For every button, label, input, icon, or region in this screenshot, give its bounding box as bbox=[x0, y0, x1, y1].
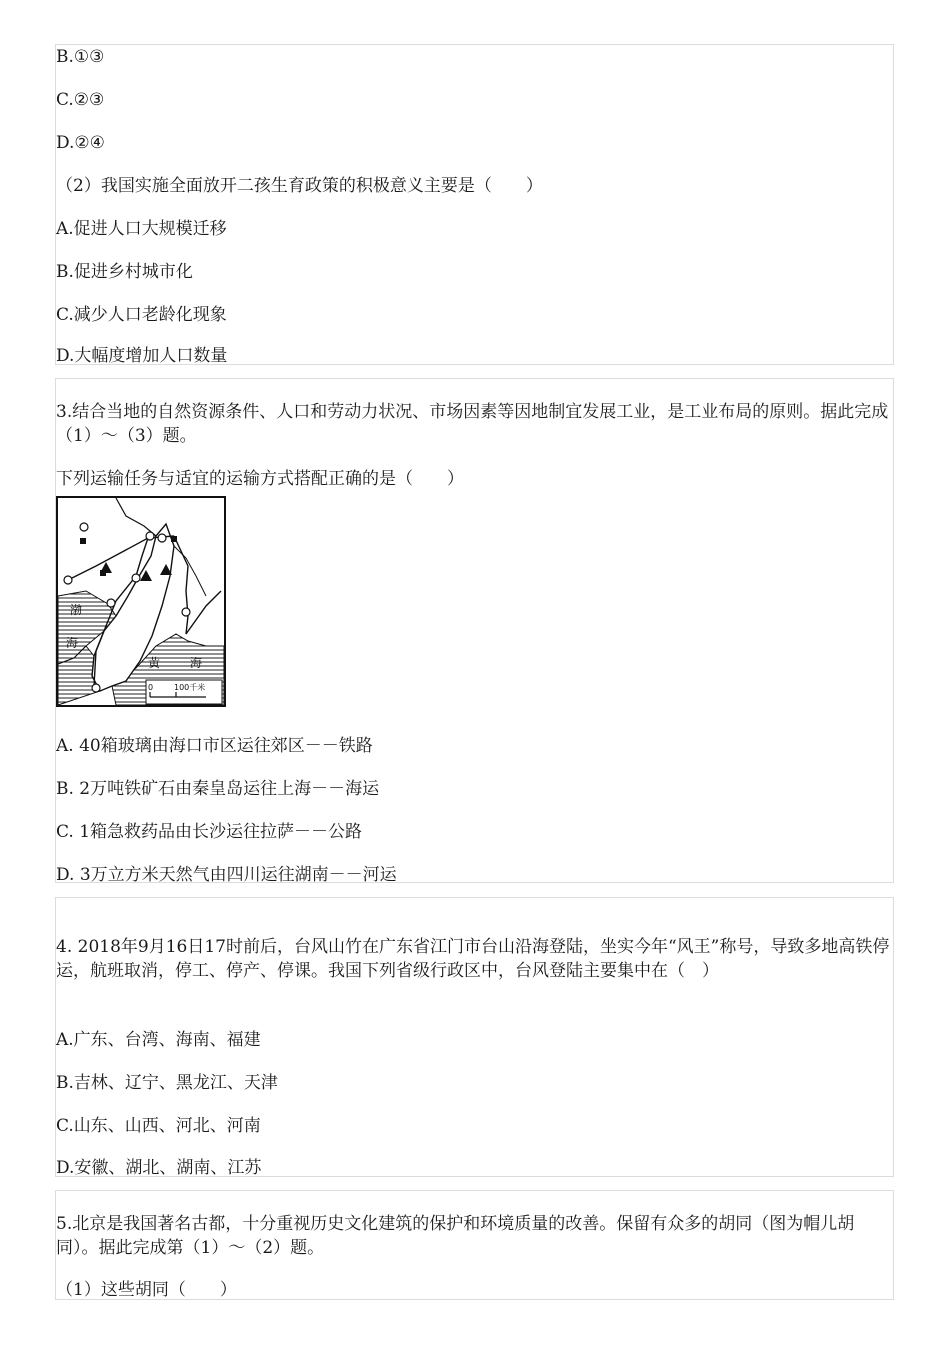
question-4-stem: 4. 2018年9月16日17时前后，台风山竹在广东省江门市台山沿海登陆，坐实今年“风王”称号，导致多地高铁停运，航班取消，停工、停产、停课。我国下列省级行政区中，台风登陆主要集中在（ ） bbox=[56, 937, 890, 981]
question-block-4 bbox=[55, 897, 894, 1177]
option-b[interactable]: B. 2万吨铁矿石由秦皇岛运往上海－－海运 bbox=[56, 779, 380, 799]
huanghai-label-1: 黄 bbox=[148, 656, 161, 670]
option-d[interactable]: D.安徽、湖北、湖南、江苏 bbox=[56, 1158, 262, 1178]
city-marker bbox=[107, 599, 115, 607]
city-marker bbox=[158, 534, 166, 542]
transport-map bbox=[56, 496, 228, 708]
scale-zero: 0 bbox=[148, 683, 154, 692]
city-marker bbox=[146, 532, 154, 540]
sub-q2-option-c[interactable]: C.减少人口老龄化现象 bbox=[56, 305, 227, 325]
question-block-3 bbox=[55, 378, 894, 883]
city-marker bbox=[182, 608, 190, 616]
question-3-prompt: 下列运输任务与适宜的运输方式搭配正确的是（ ） bbox=[56, 469, 464, 489]
sub-q2-option-b[interactable]: B.促进乡村城市化 bbox=[56, 262, 193, 282]
question-block-2-continued bbox=[55, 44, 894, 365]
sub-q2-option-a[interactable]: A.促进人口大规模迁移 bbox=[56, 219, 227, 239]
option-a[interactable]: A.广东、台湾、海南、福建 bbox=[56, 1030, 261, 1050]
option-c[interactable]: C.山东、山西、河北、河南 bbox=[56, 1116, 261, 1136]
sub-q2-option-d[interactable]: D.大幅度增加人口数量 bbox=[56, 346, 228, 366]
city-marker bbox=[132, 574, 140, 582]
option-a[interactable]: A. 40箱玻璃由海口市区运往郊区－－铁路 bbox=[56, 736, 373, 756]
bohai-label-2: 海 bbox=[66, 636, 79, 650]
question-3-stem: 3.结合当地的自然资源条件、人口和劳动力状况、市场因素等因地制宜发展工业，是工业布局的原则。据此完成（1）～（3）题。 bbox=[56, 402, 889, 446]
option-c[interactable]: C. 1箱急救药品由长沙运往拉萨－－公路 bbox=[56, 822, 363, 842]
option-d[interactable]: D.②④ bbox=[56, 133, 105, 153]
city-marker bbox=[64, 576, 72, 584]
option-b[interactable]: B.①③ bbox=[56, 47, 105, 67]
sub-question-1: （1）这些胡同（ ） bbox=[56, 1280, 237, 1300]
scale-label: 100千米 bbox=[174, 683, 206, 692]
question-5-stem: 5.北京是我国著名古都，十分重视历史文化建筑的保护和环境质量的改善。保留有众多的胡同（图为帽儿胡同）。据此完成第（1）～（2）题。 bbox=[56, 1214, 855, 1258]
city-marker bbox=[80, 523, 88, 531]
mineral-marker bbox=[171, 536, 177, 542]
option-b[interactable]: B.吉林、辽宁、黑龙江、天津 bbox=[56, 1073, 278, 1093]
option-c[interactable]: C.②③ bbox=[56, 90, 105, 110]
mineral-marker bbox=[80, 538, 86, 544]
sub-question-2: （2）我国实施全面放开二孩生育政策的积极意义主要是（ ） bbox=[56, 176, 543, 196]
bohai-label-1: 渤 bbox=[70, 603, 83, 617]
option-d[interactable]: D. 3万立方米天然气由四川运往湖南－－河运 bbox=[56, 865, 397, 885]
city-marker bbox=[92, 684, 100, 692]
transport-map-figure bbox=[56, 496, 228, 708]
question-block-5 bbox=[55, 1190, 894, 1300]
huanghai-label-2: 海 bbox=[190, 656, 203, 670]
